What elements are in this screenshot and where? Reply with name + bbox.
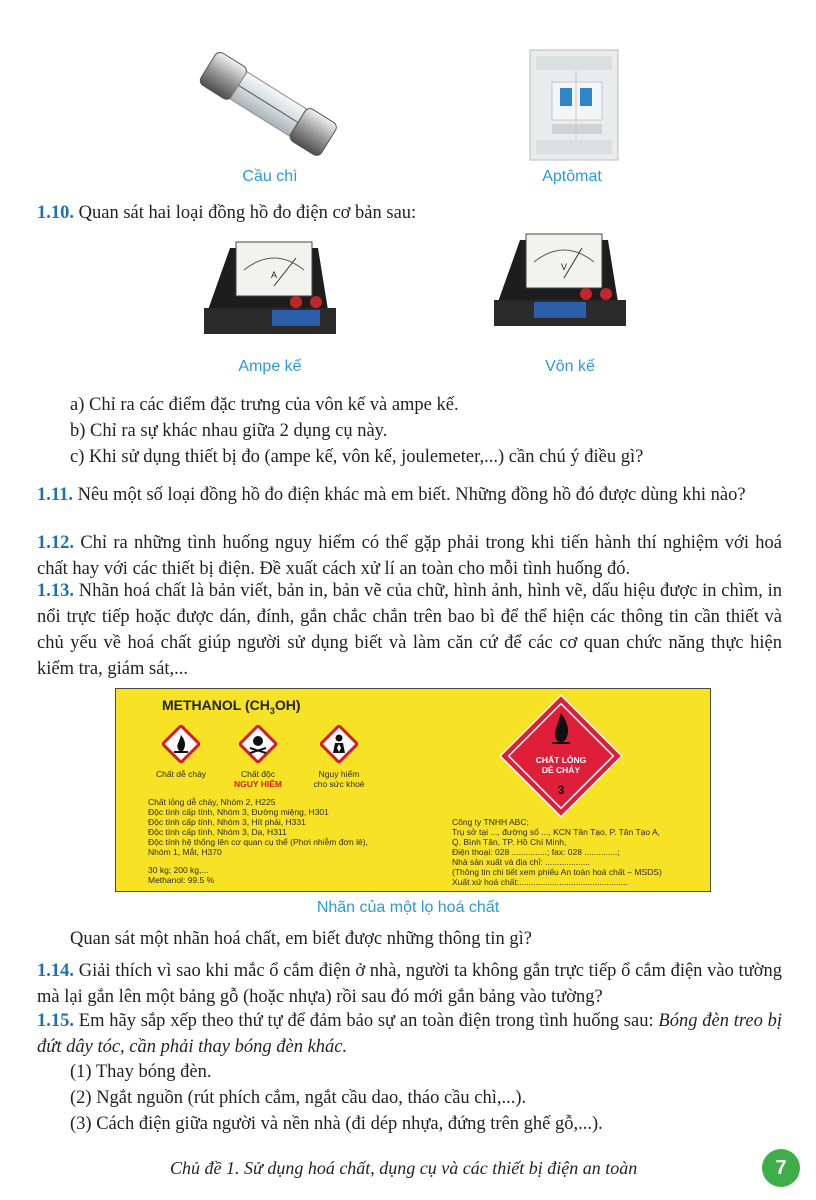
signal-word: NGUY HIỂM [233,779,283,789]
question-1-13 [37,578,782,682]
pictogram-label-health: Nguy hiểm cho sức khoẻ [313,769,365,789]
question-1-10-item-c: c) Khi sử dụng thiết bị đo (ampe kế, vôn kế, joulemeter,...) cần chú ý điều gì? [70,447,644,467]
ammeter-caption: Ampe kế [238,358,302,375]
svg-text:A: A [271,270,278,280]
company-line: Công ty TNHH ABC; [452,817,529,827]
question-number: 1.14. [37,961,74,981]
quantity-line: Methanol: 99.5 % [148,875,215,885]
chemical-label [115,688,711,892]
question-1-10 [37,200,782,226]
company-line: Q. Bình Tân, TP. Hồ Chí Minh, [452,837,567,847]
company-line: Nhà sản xuất và địa chỉ: ................... [452,857,590,867]
question-number: 1.15. [37,1011,74,1031]
question-1-15-item-2: (2) Ngắt nguồn (rút phích cắm, ngắt cầu dao, tháo cầu chì,...). [70,1088,527,1108]
company-line: Xuất xứ hoá chất:.............................................. [452,877,628,887]
hazard-statement: Độc tính cấp tính, Nhóm 3, Đường miệng, H301 [148,807,329,817]
question-1-15-item-1: (1) Thay bóng đèn. [70,1062,212,1082]
hazard-statement: Độc tính cấp tính, Nhóm 3, Da, H311 [148,827,287,837]
page-footer: Chủ đề 1. Sử dụng hoá chất, dụng cụ và các thiết bị điện an toàn [170,1158,638,1178]
label-title: METHANOL $(CH_3OH)$ [162,697,301,716]
hazard-statement: Độc tính cấp tính, Nhóm 3, Hít phải, H331 [148,817,306,827]
question-number: 1.12. [37,533,74,553]
company-line: Trụ sở tại ..., đường số ..., KCN Tân Tạo, P. Tân Tạo A, [452,827,661,837]
circuit-breaker-image [522,48,632,163]
company-line: Điện thoại: 028 ...............; fax: 028 ..............; [452,847,620,857]
toxic-pictogram-icon [239,725,277,763]
breaker-caption: Aptômat [542,168,602,185]
question-number: 1.13. [37,581,74,601]
diamond-class-number: 3 [557,783,565,797]
question-scenario: Bóng đèn treo bị đứt dây tóc, cần phải thay bóng đèn khác. [37,1011,783,1057]
question-text: Chỉ ra những tình huống nguy hiểm có thể gặp phải trong khi tiến hành thí nghiệm với hoá chất hay với các thiết bị điện. Đề xuất cách xử lí an toàn cho mỗi tình huống đó. [37,533,782,579]
question-number: 1.10. [37,203,74,223]
pictogram-label-flammable: Chất dễ cháy [155,769,207,779]
diamond-text-line2: DỄ CHÁY [541,765,581,775]
question-1-15-item-3: (3) Cách điện giữa người và nền nhà (đi dép nhựa, đứng trên ghế gỗ,...). [70,1114,603,1134]
question-1-14 [37,958,782,1010]
question-1-11 [37,482,782,508]
label-caption: Nhãn của một lọ hoá chất [316,899,500,916]
hazard-statement: Chất lỏng dễ cháy, Nhóm 2, H225 [148,797,276,807]
question-1-15 [37,1008,782,1060]
company-line: (Thông tin chi tiết xem phiếu An toàn hoá chất – MSDS) [452,867,662,877]
quantity-line: 30 kg; 200 kg,... [148,865,209,875]
question-text: Nhãn hoá chất là bản viết, bản in, bản vẽ của chữ, hình ảnh, hình vẽ, dấu hiệu được in chìm, in nổi trực tiếp hoặc được dán, đính, gắn chắc chắn trên bao bì để thể hiện các thông tin cần thiết và chủ yếu về hoá chất giúp người sử dụng biết và làm căn cứ để các cơ quan chức năng thực hiện kiểm tra, giám sát,... [37,581,783,679]
fuse-image [195,48,345,163]
svg-text:V: V [561,262,568,272]
health-hazard-pictogram-icon [320,725,358,763]
question-1-13-prompt: Quan sát một nhãn hoá chất, em biết được những thông tin gì? [70,929,532,949]
question-text: Nêu một số loại đồng hồ đo điện khác mà em biết. Những đồng hồ đó được dùng khi nào? [77,485,746,505]
hazard-statement: Độc tính hệ thống lên cơ quan cụ thể (Phơi nhiễm đơn lẻ), [148,837,368,847]
question-text: Quan sát hai loại đồng hồ đo điện cơ bản sau: [78,203,417,223]
page-number: 7 [762,1149,800,1187]
question-1-12 [37,530,782,582]
question-1-10-item-b: b) Chỉ ra sự khác nhau giữa 2 dụng cụ này. [70,421,388,441]
flammable-pictogram-icon [162,725,200,763]
pictogram-label-toxic: Chất độc [240,769,276,779]
question-text: Em hãy sắp xếp theo thứ tự để đảm bảo sự an toàn điện trong tình huống sau: [78,1011,654,1031]
fuse-caption: Cầu chì [242,168,298,185]
voltmeter-image [490,222,630,332]
question-1-10-item-a: a) Chỉ ra các điểm đặc trưng của vôn kế và ampe kế. [70,395,459,415]
ammeter-image [200,230,340,340]
question-text: Giải thích vì sao khi mắc ổ cắm điện ở nhà, người ta không gắn trực tiếp ổ cắm điện vào tường mà lại gắn lên một bảng gỗ (hoặc nhựa) rồi sau đó mới gắn bảng vào tường? [37,961,783,1007]
diamond-text-line1: CHẤT LỎNG [535,755,587,765]
hazard-statement: Nhóm 1, Mắt, H370 [148,847,222,857]
voltmeter-caption: Vôn kế [545,358,595,375]
question-number: 1.11. [37,485,73,505]
